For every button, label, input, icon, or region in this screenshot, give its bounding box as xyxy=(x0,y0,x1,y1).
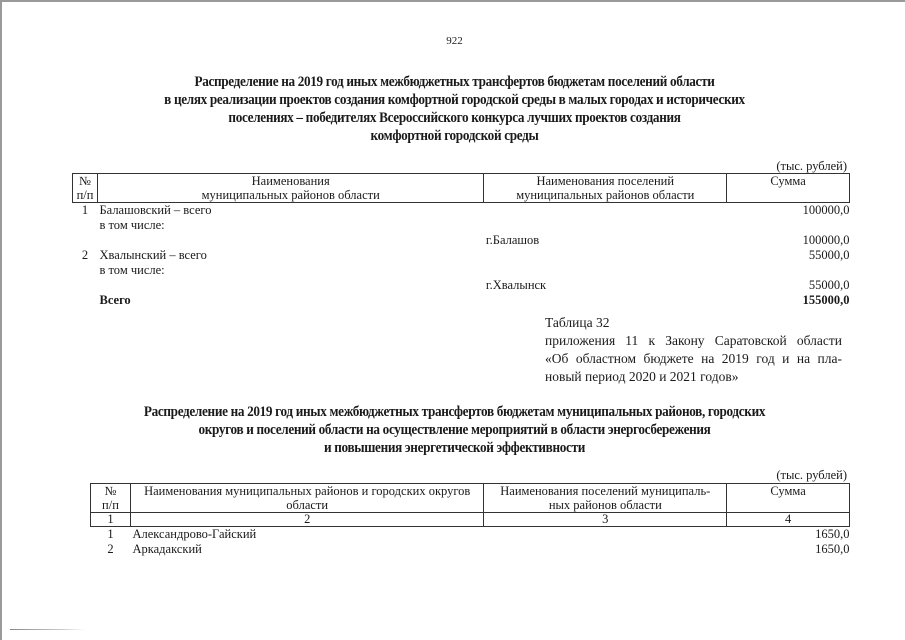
column-index-row xyxy=(91,513,850,527)
table-row xyxy=(91,527,850,543)
header-text: Сумма xyxy=(770,174,806,188)
header-num xyxy=(91,484,131,513)
total-sum: 155000,0 xyxy=(802,293,850,307)
section1-title xyxy=(89,73,819,145)
row-num: 2 xyxy=(81,248,89,262)
total-settlement xyxy=(484,293,727,308)
section2-table xyxy=(90,483,850,557)
table-row xyxy=(73,263,850,278)
header-text: муниципальных районов области xyxy=(516,188,695,202)
section2-title-line: и повышения энергетической эффективности xyxy=(323,440,586,456)
header-text: Наименования поселений xyxy=(536,174,675,188)
row-district: Хвалынский – всего xyxy=(99,248,207,262)
row-num xyxy=(73,233,98,248)
column-index: 4 xyxy=(727,513,850,527)
page-number: 922 xyxy=(446,35,463,47)
row-num: 2 xyxy=(107,542,114,556)
row-district: в том числе: xyxy=(99,263,165,277)
row-settlement xyxy=(484,527,727,543)
column-index: 3 xyxy=(484,513,727,527)
row-settlement xyxy=(484,263,727,278)
row-settlement xyxy=(484,248,727,263)
appendix-line: приложения 11 к Закону Саратовской области xyxy=(545,333,842,348)
row-district: Александрово-Гайский xyxy=(132,527,257,541)
section1-title-line: поселениях – победителях Всероссийского конкурса лучших проектов создания xyxy=(228,110,681,126)
section1-title-line: в целях реализации проектов создания комфортной городской среды в малых городах и исторических xyxy=(164,92,745,108)
header-sum xyxy=(727,484,850,513)
section1-table xyxy=(72,173,850,308)
header-text: ных районов области xyxy=(548,498,662,512)
row-district xyxy=(97,278,483,293)
section2-title xyxy=(89,403,819,457)
header-text: п/п xyxy=(102,498,119,512)
row-num: 1 xyxy=(81,203,89,217)
row-district: Балашовский – всего xyxy=(99,203,212,217)
table-row xyxy=(91,542,850,557)
row-num xyxy=(73,263,98,278)
header-settlement xyxy=(484,484,727,513)
appendix-line: новый период 2020 и 2021 годов» xyxy=(545,369,739,384)
table-header-row xyxy=(73,174,850,203)
table-header-row xyxy=(91,484,850,513)
column-index: 2 xyxy=(130,513,484,527)
header-district xyxy=(97,174,483,203)
row-sum: 1650,0 xyxy=(815,527,850,541)
table-row xyxy=(73,248,850,263)
header-sum xyxy=(727,174,850,203)
header-text: п/п xyxy=(76,188,94,202)
header-text: Сумма xyxy=(770,484,806,498)
section1-title-line: Распределение на 2019 год иных межбюджетных трансфертов бюджетам поселений области xyxy=(194,74,715,90)
row-settlement xyxy=(484,542,727,557)
header-text: Наименования поселений муниципаль- xyxy=(500,484,711,498)
table-row xyxy=(73,218,850,233)
row-sum: 55000,0 xyxy=(808,278,850,292)
column-index: 1 xyxy=(91,513,131,527)
row-settlement: г.Балашов xyxy=(485,233,540,247)
row-sum: 1650,0 xyxy=(815,542,850,556)
row-sum: 100000,0 xyxy=(802,203,850,217)
row-district: в том числе: xyxy=(99,218,165,232)
appendix-note xyxy=(545,314,842,386)
header-settlement xyxy=(484,174,727,203)
row-sum: 100000,0 xyxy=(802,233,850,247)
header-text: Наименования xyxy=(251,174,330,188)
header-text: области xyxy=(286,498,329,512)
appendix-line: «Об областном бюджете на 2019 год и на пла- xyxy=(545,351,842,366)
header-text: Наименования муниципальных районов и городских округов xyxy=(144,484,471,498)
row-district xyxy=(97,233,483,248)
row-settlement xyxy=(484,218,727,233)
row-settlement xyxy=(484,203,727,219)
total-num xyxy=(73,293,98,308)
table-row xyxy=(73,203,850,219)
header-district xyxy=(130,484,484,513)
total-row xyxy=(73,293,850,308)
table-row xyxy=(73,233,850,248)
section2-unit-label: (тыс. рублей) xyxy=(776,468,847,482)
row-sum xyxy=(727,218,850,233)
scan-artifact-line xyxy=(10,629,85,630)
total-label: Всего xyxy=(99,293,131,307)
table-row xyxy=(73,278,850,293)
row-num: 1 xyxy=(107,527,114,541)
row-num xyxy=(73,218,98,233)
row-settlement: г.Хвалынск xyxy=(485,278,547,292)
section2-title-line: округов и поселений области на осуществление мероприятий в области энергосбережения xyxy=(198,422,711,438)
header-text: № xyxy=(79,174,91,188)
appendix-line: Таблица 32 xyxy=(545,315,610,330)
row-num xyxy=(73,278,98,293)
row-district: Аркадакский xyxy=(132,542,202,556)
section1-title-line: комфортной городской среды xyxy=(370,128,539,144)
header-text: № xyxy=(104,484,117,498)
row-sum: 55000,0 xyxy=(808,248,850,262)
row-sum xyxy=(727,263,850,278)
section1-unit-label: (тыс. рублей) xyxy=(776,159,847,173)
header-text: муниципальных районов области xyxy=(201,188,380,202)
section2-title-line: Распределение на 2019 год иных межбюджетных трансфертов бюджетам муниципальных районов, городских xyxy=(143,404,766,420)
header-num xyxy=(73,174,98,203)
